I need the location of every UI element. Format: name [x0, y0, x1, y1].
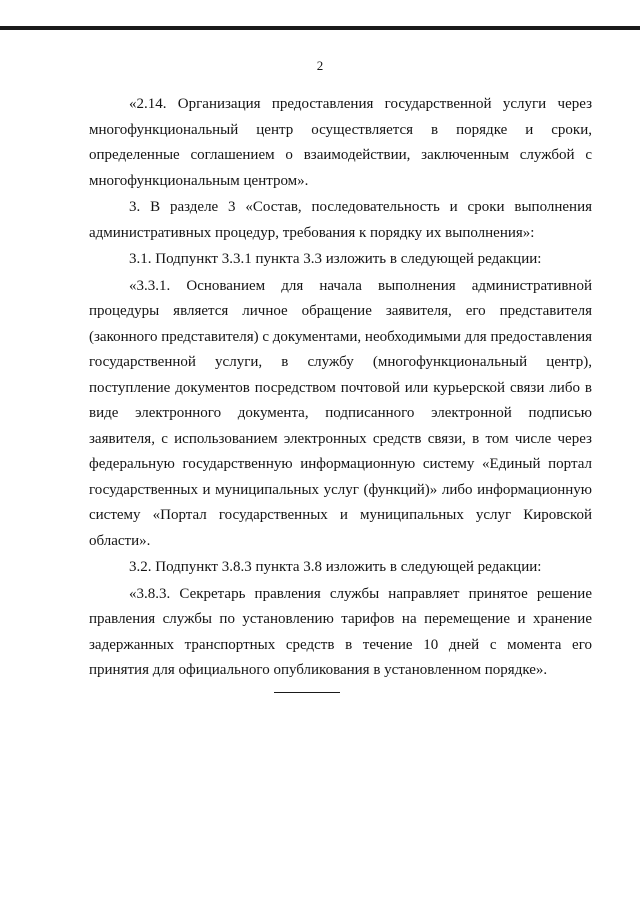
paragraph-2-14: «2.14. Организация предоставления государственной услуги через многофункциональный центр осуществляется в порядке и сроки, определенные соглашением о взаимодействии, заключенным службой с многофункциональным центром». [89, 96, 592, 189]
top-border-line [0, 26, 640, 30]
page-number: 2 [316, 58, 324, 73]
paragraph-3-3-1: «3.3.1. Основанием для начала выполнения административной процедуры является личное обращение заявителя, его представителя (законного представителя) с документами, необходимыми для предоставления государственной услуги, в службу (многофункциональный центр), поступление документов посредством почтовой или курьерской связи либо в виде электронного документа, подписанного электронной подписью заявителя, с использованием электронных средств связи, в том числе через федеральную государственную информационную систему «Единый портал государственных и муниципальных услуг (функций)» либо информационную систему «Портал государственных и муниципальных услуг Кировской области». [89, 277, 592, 549]
paragraph-3-8-3: «3.8.3. Секретарь правления службы направляет принятое решение правления службы по установлению тарифов на перемещение и хранение задержанных транспортных средств в течение 10 дней с момента его принятия для официального опубликования в установленном порядке». [89, 585, 592, 678]
document-body [89, 92, 592, 684]
paragraph-3-1: 3.1. Подпункт 3.3.1 пункта 3.3 изложить в следующей редакции: [129, 251, 542, 267]
paragraph-section-3: 3. В разделе 3 «Состав, последовательность и сроки выполнения административных процедур, требования к порядку их выполнения»: [89, 199, 592, 241]
end-separator-line [274, 692, 340, 693]
paragraph-3-2: 3.2. Подпункт 3.8.3 пункта 3.8 изложить в следующей редакции: [129, 559, 542, 575]
